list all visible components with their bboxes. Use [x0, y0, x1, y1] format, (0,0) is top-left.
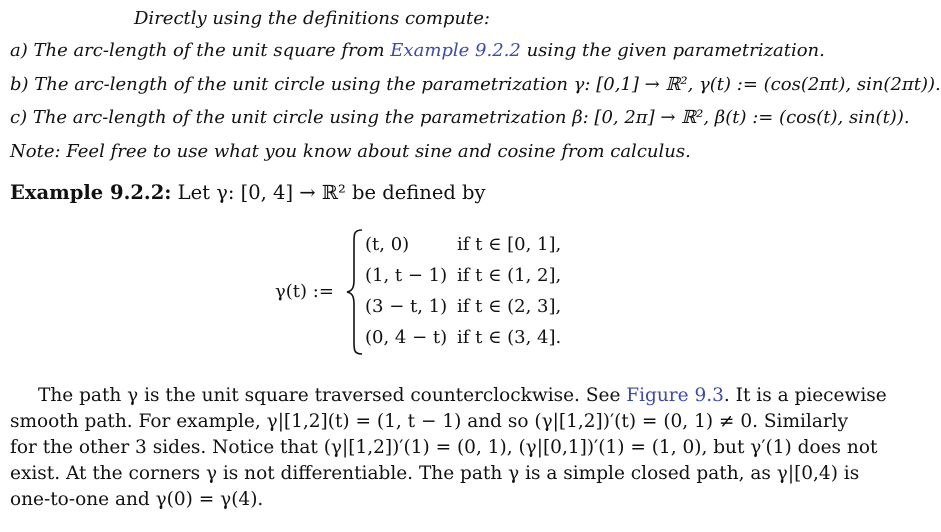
case-cond: if t ∈ (3, 4]. — [457, 327, 562, 348]
item-a-prefix: a) The arc-length of the unit square from — [10, 40, 391, 61]
case-cond: if t ∈ (2, 3], — [457, 296, 562, 317]
example-heading — [10, 182, 486, 204]
exercise-item-a — [10, 40, 825, 62]
example-link[interactable]: Example 9.2.2 — [390, 40, 521, 61]
paragraph-line-4: exist. At the corners γ is not differentiable. The path γ is a simple closed path, as γ|[0,4) is — [10, 463, 860, 484]
example-label: Example 9.2.2: — [10, 181, 172, 204]
exercise-item-c: c) The arc-length of the unit circle using the parametrization β: [0, 2π] → ℝ², β(t) := (cos(t), sin(t)). — [10, 107, 910, 128]
case-cond: if t ∈ (1, 2], — [457, 265, 562, 286]
case-expr: (t, 0) — [365, 234, 410, 255]
exercise-note: Note: Feel free to use what you know about sine and cosine from calculus. — [10, 141, 691, 162]
example-statement: Let γ: [0, 4] → ℝ² be defined by — [171, 181, 486, 204]
paragraph-text: . It is a piecewise — [723, 385, 887, 406]
paragraph-text: The path γ is the unit square traversed counterclockwise. See — [38, 385, 627, 406]
paragraph-line-1 — [38, 384, 887, 408]
left-brace-icon — [345, 228, 365, 356]
case-cond: if t ∈ [0, 1], — [457, 234, 562, 255]
piecewise-definition — [275, 228, 695, 356]
figure-link[interactable]: Figure 9.3 — [626, 385, 724, 406]
case-expr: (3 − t, 1) — [365, 296, 448, 317]
exercise-item-b: b) The arc-length of the unit circle using the parametrization γ: [0,1] → ℝ², γ(t) := (cos(2πt), sin(2πt)). — [10, 74, 941, 95]
case-expr: (1, t − 1) — [365, 265, 448, 286]
paragraph-line-2: smooth path. For example, γ|[1,2](t) = (1, t − 1) and so (γ|[1,2])′(t) = (0, 1) ≠ 0. Similarly — [10, 411, 849, 432]
paragraph-line-3: for the other 3 sides. Notice that (γ|[1,2])′(1) = (0, 1), (γ|[0,1])′(1) = (1, 0), but γ′(1) does not — [10, 437, 878, 458]
paragraph-line-5: one-to-one and γ(0) = γ(4). — [10, 489, 264, 510]
exercise-intro: Directly using the definitions compute: — [134, 8, 490, 29]
case-expr: (0, 4 − t) — [365, 327, 448, 348]
item-a-suffix: using the given parametrization. — [520, 40, 825, 61]
definition-lhs: γ(t) := — [275, 281, 334, 302]
